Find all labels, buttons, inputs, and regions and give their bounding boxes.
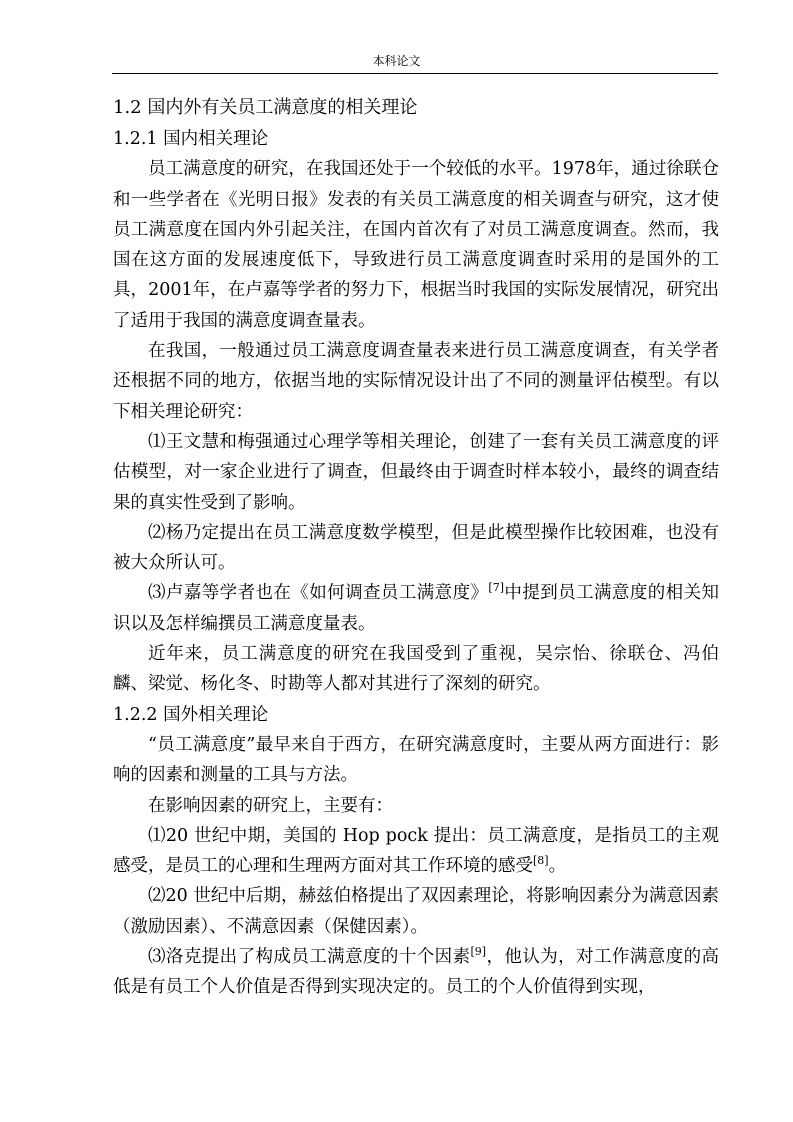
list-item: ⑵杨乃定提出在员工满意度数学模型，但是此模型操作比较困难，也没有被大众所认可。	[113, 522, 719, 574]
citation-ref: [9]	[470, 945, 487, 959]
list-item	[113, 821, 719, 882]
paragraph-text: 。	[548, 856, 567, 877]
paragraph-text: ⑶卢嘉等学者也在《如何调查员工满意度》	[148, 583, 489, 604]
paragraph-text: 中提到员工满意度的相关知识以及怎样编撰员工满意度量表。	[113, 583, 720, 634]
paragraph-text: ，他认为，对工作满意度的高低是有员工个人价值是否得到实现决定的。员工的个人价值得到实现，	[113, 947, 720, 998]
paragraph: 近年来，员工满意度的研究在我国受到了重视，吴宗怡、徐联仓、冯伯麟、梁觉、杨化冬、时勘等人都对其进行了深刻的研究。	[113, 644, 719, 695]
citation-ref: [8]	[533, 854, 549, 868]
paragraph: “员工满意度”最早来自于西方，在研究满意度时，主要从两方面进行：影响的因素和测量的工具与方法。	[113, 734, 719, 786]
paragraph: 在影响因素的研究上，主要有：	[148, 795, 393, 816]
header-rule	[112, 73, 718, 74]
paragraph-text: ⑴20 世纪中期，美国的 Hop pock 提出：员工满意度，是指员工的主观感受，是员工的心理和生理两方面对其工作环境的感受	[113, 825, 719, 877]
subsection-heading-domestic: 1.2.1 国内相关理论	[113, 129, 269, 149]
paragraph: 在我国，一般通过员工满意度调查量表来进行员工满意度调查，有关学者还根据不同的地方，依据当地的实际情况设计出了不同的测量评估模型。有以下相关理论研究：	[113, 341, 719, 422]
list-item	[113, 942, 719, 1003]
paragraph-text: ⑶洛克提出了构成员工满意度的十个因素	[148, 947, 471, 968]
list-item: ⑵20 世纪中后期，赫兹伯格提出了双因素理论，将影响因素分为满意因素（激励因素）、不满意因素（保健因素）。	[113, 886, 719, 937]
list-item	[113, 578, 719, 639]
section-heading: 1.2 国内外有关员工满意度的相关理论	[113, 97, 418, 118]
running-header: 本科论文	[372, 54, 421, 68]
citation-ref: [7]	[488, 581, 505, 595]
page-body	[113, 91, 719, 1003]
list-item: ⑴王文慧和梅强通过心理学等相关理论，创建了一套有关员工满意度的评估模型，对一家企业进行了调查，但最终由于调查时样本较小，最终的调查结果的真实性受到了影响。	[113, 431, 719, 513]
subsection-heading-foreign: 1.2.2 国外相关理论	[113, 704, 269, 725]
paragraph: 员工满意度的研究，在我国还处于一个较低的水平。1978年，通过徐联仓和一些学者在《光明日报》发表的有关员工满意度的相关调查与研究，这才使员工满意度在国内外引起关注，在国内首次有了对员工满意度调查。然而，我国在这方面的发展速度低下，导致进行员工满意度调查时采用的是国外的工具，2001年，在卢嘉等学者的努力下，根据当时我国的实际发展情况，研究出了适用于我国的满意度调查量表。	[113, 159, 719, 331]
